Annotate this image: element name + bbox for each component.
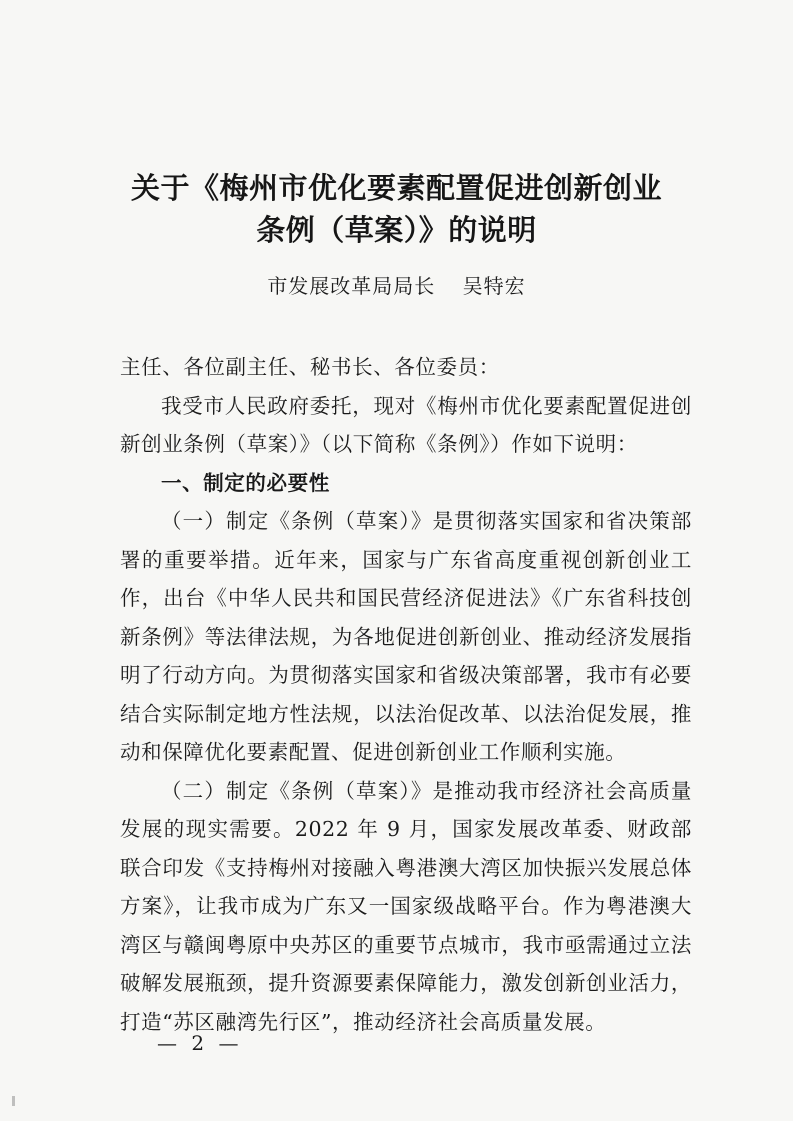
paragraph-2: （二）制定《条例（草案）》是推动我市经济社会高质量发展的现实需要。2022 年 9 月，国家发展改革委、财政部联合印发《支持梅州对接融入粤港澳大湾区加快振兴发展总体方案》，让我市成为广东又一国家级战略平台。作为粤港澳大湾区与赣闽粤原中央苏区的重要节点城市，我市亟需通过立法破解发展瓶颈，提升资源要素保障能力，激发创新创业活力，打造“苏区融湾先行区”，推动经济社会高质量发展。 <box>120 778 692 1034</box>
document-body <box>120 348 692 1041</box>
section-heading: 一、制定的必要性 <box>161 470 330 495</box>
document-title <box>0 168 793 250</box>
title-line-1: 关于《梅州市优化要素配置促进创新创业 <box>130 171 662 205</box>
title-line-2: 条例（草案）》的说明 <box>256 213 537 247</box>
scan-mark <box>12 1096 15 1106</box>
intro-paragraph: 我受市人民政府委托，现对《梅州市优化要素配置促进创新创业条例（草案）》（以下简称《条例》）作如下说明： <box>120 393 692 456</box>
salutation: 主任、各位副主任、秘书长、各位委员： <box>120 355 500 379</box>
author-line <box>0 272 793 300</box>
paragraph-1: （一）制定《条例（草案）》是贯彻落实国家和省决策部署的重要举措。近年来，国家与广东省高度重视创新创业工作，出台《中华人民共和国民营经济促进法》《广东省科技创新条例》等法律法规，为各地促进创新创业、推动经济发展指明了行动方向。为贯彻落实国家和省级决策部署，我市有必要结合实际制定地方性法规，以法治促改革、以法治促发展，推动和保障优化要素配置、促进创新创业工作顺利实施。 <box>120 509 692 764</box>
author-name: 吴特宏 <box>462 274 526 298</box>
author-role: 市发展改革局局长 <box>267 274 436 298</box>
page-number: — 2 — <box>157 1031 243 1055</box>
